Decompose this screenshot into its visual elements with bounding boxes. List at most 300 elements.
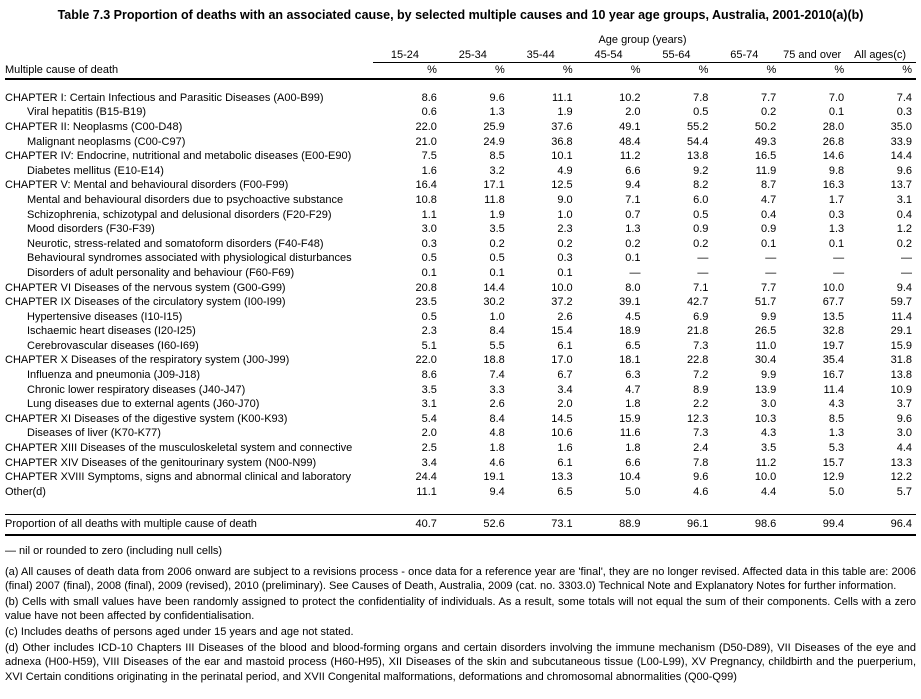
column-header-empty-cell	[5, 48, 373, 63]
cell-value: —	[901, 266, 912, 279]
cell-value: 54.4	[686, 135, 709, 148]
column-header-row	[5, 48, 916, 63]
row-stub-header: Multiple cause of death	[5, 63, 373, 79]
column-header-65-74: 65-74	[712, 48, 780, 63]
row-label: Malignant neoplasms (C00-C97)	[27, 135, 186, 148]
cell-value: 0.9	[693, 223, 709, 236]
cell-value: 2.0	[625, 106, 641, 119]
table-row	[5, 470, 916, 485]
cell-value: 3.0	[760, 398, 777, 411]
cell-value: 0.2	[489, 237, 505, 250]
cell-value: 11.2	[619, 150, 641, 163]
cell-value: 13.3	[890, 456, 912, 469]
cell-value: 29.1	[890, 325, 912, 338]
cell-value: 0.5	[489, 252, 505, 265]
cell-value: 9.8	[828, 164, 845, 177]
table-row	[5, 164, 916, 179]
cell-value: 31.8	[890, 354, 912, 367]
cell-value: 7.3	[693, 427, 709, 440]
cell-value: 9.4	[896, 281, 912, 294]
cell-value: 8.7	[760, 179, 777, 192]
cell-value: 7.4	[489, 369, 505, 382]
cell-value: 3.4	[421, 456, 437, 469]
cell-value: 17.0	[551, 354, 573, 367]
cell-value: 7.4	[896, 91, 912, 104]
table-row	[5, 456, 916, 471]
row-label: Hypertensive diseases (I10-I15)	[27, 310, 183, 323]
cell-value: 3.2	[489, 164, 505, 177]
cell-value: 2.3	[557, 223, 573, 236]
row-label: CHAPTER VI Diseases of the nervous system (G00-G99)	[5, 281, 286, 294]
cell-value: 9.9	[760, 310, 777, 323]
cell-value: 5.4	[421, 412, 437, 425]
cell-value: 6.5	[625, 339, 641, 352]
cell-value: 7.7	[760, 91, 777, 104]
cell-value: 6.1	[557, 456, 573, 469]
cell-value: 12.3	[686, 412, 709, 425]
cell-value: 6.1	[557, 339, 573, 352]
cell-value: 4.8	[489, 427, 505, 440]
cell-value: 25.9	[483, 120, 505, 133]
cell-value: 0.1	[828, 237, 845, 250]
table-row	[5, 397, 916, 412]
cell-value: —	[833, 252, 845, 265]
mortality-table	[5, 33, 916, 536]
cell-value: 5.3	[828, 442, 845, 455]
row-label: Diabetes mellitus (E10-E14)	[27, 164, 164, 177]
cell-value: 1.3	[625, 223, 641, 236]
column-header-15-24: 15-24	[373, 48, 441, 63]
row-label: CHAPTER X Diseases of the respiratory system (J00-J99)	[5, 354, 290, 367]
row-label: CHAPTER XI Diseases of the digestive system (K00-K93)	[5, 412, 288, 425]
cell-value: 16.3	[822, 179, 845, 192]
cell-value: 9.4	[489, 485, 505, 498]
table-row	[5, 237, 916, 252]
table-row	[5, 324, 916, 339]
cell-value: 59.7	[890, 296, 912, 309]
row-label: Behavioural syndromes associated with physiological disturbances	[27, 252, 352, 265]
cell-value: 8.4	[489, 325, 505, 338]
cell-value: 9.6	[896, 164, 912, 177]
table-row	[5, 426, 916, 441]
cell-value: 2.0	[421, 427, 437, 440]
cell-value: 2.3	[421, 325, 437, 338]
cell-value: 24.4	[415, 471, 437, 484]
cell-value: 7.1	[693, 281, 709, 294]
total-cell-value: 96.4	[848, 515, 916, 535]
row-label: Chronic lower respiratory diseases (J40-J47)	[27, 383, 246, 396]
cell-value: 1.0	[489, 310, 505, 323]
row-label: CHAPTER XVIII Symptoms, signs and abnormal clinical and laboratory	[5, 471, 352, 484]
cell-value: 2.4	[693, 442, 709, 455]
cell-value: 7.5	[421, 150, 437, 163]
cell-value: 0.2	[896, 237, 912, 250]
cell-value: 3.1	[421, 398, 437, 411]
cell-value: 7.7	[760, 281, 777, 294]
spacer-row	[5, 499, 916, 515]
cell-value: 4.4	[760, 485, 777, 498]
cell-value: 37.2	[551, 296, 573, 309]
cell-value: 1.9	[557, 106, 573, 119]
cell-value: 17.1	[483, 179, 505, 192]
cell-value: 5.5	[489, 339, 505, 352]
footnote-a: (a) All causes of death data from 2006 onward are subject to a revisions process - once data for a reference year are 'final', they are no longer revised. Affected data in this table are: 2006 (final) 2007 (final), 2008 (final), 2009 (revised), 2010 (preliminary). See Causes of Death, Australia, 2009 (cat. no. 3303.0) Technical Note and Explanatory Notes for further information.	[5, 565, 916, 593]
cell-value: 0.9	[760, 223, 777, 236]
total-cell-value: 52.6	[441, 515, 509, 535]
cell-value: 4.3	[760, 427, 777, 440]
cell-value: 1.8	[625, 398, 641, 411]
column-header-35-44: 35-44	[509, 48, 577, 63]
cell-value: 1.9	[489, 208, 505, 221]
cell-value: 0.3	[896, 106, 912, 119]
cell-value: 39.1	[619, 296, 641, 309]
cell-value: 1.2	[896, 223, 912, 236]
cell-value: 7.8	[693, 456, 709, 469]
cell-value: 2.6	[489, 398, 505, 411]
unit-percent: %	[780, 63, 848, 79]
cell-value: 0.2	[557, 237, 573, 250]
total-cell-value: 96.1	[645, 515, 713, 535]
cell-value: 14.4	[890, 150, 912, 163]
cell-value: 9.6	[896, 412, 912, 425]
cell-value: 0.2	[625, 237, 641, 250]
cell-value: 15.4	[551, 325, 573, 338]
table-row	[5, 310, 916, 325]
cell-value: 7.8	[693, 91, 709, 104]
cell-value: 1.8	[625, 442, 641, 455]
cell-value: 13.5	[822, 310, 845, 323]
cell-value: 3.5	[421, 383, 437, 396]
unit-percent: %	[577, 63, 645, 79]
cell-value: 3.1	[896, 193, 912, 206]
cell-value: 15.9	[890, 339, 912, 352]
cell-value: 8.2	[693, 179, 709, 192]
cell-value: 13.7	[890, 179, 912, 192]
row-label: CHAPTER IX Diseases of the circulatory system (I00-I99)	[5, 296, 286, 309]
cell-value: 18.8	[483, 354, 505, 367]
cell-value: 48.4	[619, 135, 641, 148]
cell-value: 6.7	[557, 369, 573, 382]
row-label: CHAPTER IV: Endocrine, nutritional and metabolic diseases (E00-E90)	[5, 150, 352, 163]
cell-value: 42.7	[686, 296, 709, 309]
cell-value: 1.0	[557, 208, 573, 221]
table-row	[5, 441, 916, 456]
cell-value: 4.6	[693, 485, 709, 498]
cell-value: 1.6	[557, 442, 573, 455]
cell-value: 22.0	[415, 120, 437, 133]
cell-value: 11.1	[416, 485, 437, 498]
table-row	[5, 193, 916, 208]
cell-value: 6.9	[693, 310, 709, 323]
cell-value: 3.7	[896, 398, 912, 411]
total-cell-value: 88.9	[577, 515, 645, 535]
cell-value: 2.2	[693, 398, 709, 411]
table-row	[5, 79, 916, 106]
cell-value: 15.7	[822, 456, 845, 469]
cell-value: 3.0	[896, 427, 912, 440]
row-label: CHAPTER XIV Diseases of the genitourinary system (N00-N99)	[5, 456, 317, 469]
cell-value: 0.6	[421, 106, 437, 119]
unit-percent: %	[509, 63, 577, 79]
footnote-c: (c) Includes deaths of persons aged under 15 years and age not stated.	[5, 625, 354, 638]
cell-value: 32.8	[822, 325, 845, 338]
row-label: CHAPTER XIII Diseases of the musculoskeletal system and connective	[5, 442, 353, 455]
cell-value: 6.5	[557, 485, 573, 498]
row-label: Lung diseases due to external agents (J60-J70)	[27, 398, 260, 411]
cell-value: 6.6	[625, 164, 641, 177]
table-row	[5, 222, 916, 237]
cell-value: 0.2	[760, 106, 777, 119]
cell-value: 0.5	[693, 106, 709, 119]
total-cell-value: 73.1	[509, 515, 577, 535]
cell-value: 8.5	[828, 412, 845, 425]
cell-value: 4.7	[625, 383, 641, 396]
cell-value: 10.2	[619, 91, 641, 104]
table-row	[5, 339, 916, 354]
cell-value: 4.9	[557, 164, 573, 177]
cell-value: 10.8	[415, 193, 437, 206]
cell-value: 0.7	[625, 208, 641, 221]
cell-value: 6.0	[693, 193, 709, 206]
row-label: Ischaemic heart diseases (I20-I25)	[27, 325, 196, 338]
table-row	[5, 208, 916, 223]
cell-value: —	[697, 252, 709, 265]
cell-value: 9.2	[693, 164, 709, 177]
row-label: Cerebrovascular diseases (I60-I69)	[27, 339, 199, 352]
cell-value: 8.5	[489, 150, 505, 163]
cell-value: 8.6	[421, 369, 437, 382]
cell-value: 20.8	[415, 281, 437, 294]
table-row	[5, 105, 916, 120]
cell-value: 30.4	[754, 354, 777, 367]
cell-value: —	[833, 266, 845, 279]
table-row	[5, 266, 916, 281]
cell-value: 1.6	[421, 164, 437, 177]
table-row	[5, 251, 916, 266]
cell-value: 33.9	[890, 135, 912, 148]
cell-value: 4.5	[625, 310, 641, 323]
cell-value: 10.0	[822, 281, 845, 294]
cell-value: 4.6	[489, 456, 505, 469]
table-row	[5, 368, 916, 383]
cell-value: 16.5	[754, 150, 777, 163]
row-label: Influenza and pneumonia (J09-J18)	[27, 369, 201, 382]
cell-value: 9.0	[557, 193, 573, 206]
row-label: CHAPTER I: Certain Infectious and Parasitic Diseases (A00-B99)	[5, 91, 324, 104]
cell-value: 11.9	[755, 164, 777, 177]
cell-value: 0.4	[896, 208, 912, 221]
cell-value: 12.9	[822, 471, 845, 484]
cell-value: 19.1	[483, 471, 505, 484]
cell-value: 18.1	[619, 354, 641, 367]
table-row	[5, 383, 916, 398]
cell-value: 8.0	[625, 281, 641, 294]
cell-value: 1.3	[489, 106, 505, 119]
cell-value: 8.9	[693, 383, 709, 396]
cell-value: 35.0	[890, 120, 912, 133]
cell-value: 23.5	[415, 296, 437, 309]
footnotes	[5, 544, 916, 684]
cell-value: 3.0	[421, 223, 437, 236]
cell-value: 0.4	[760, 208, 777, 221]
cell-value: 26.8	[822, 135, 845, 148]
cell-value: 18.9	[619, 325, 641, 338]
table-row	[5, 295, 916, 310]
cell-value: 19.7	[822, 339, 845, 352]
cell-value: 0.2	[693, 237, 709, 250]
cell-value: 4.3	[828, 398, 845, 411]
cell-value: 10.4	[619, 471, 641, 484]
column-header-25-34: 25-34	[441, 48, 509, 63]
cell-value: 35.4	[822, 354, 845, 367]
total-row-label: Proportion of all deaths with multiple cause of death	[5, 515, 373, 535]
cell-value: 13.3	[551, 471, 573, 484]
cell-value: —	[765, 252, 777, 265]
cell-value: 10.0	[754, 471, 777, 484]
cell-value: 8.4	[489, 412, 505, 425]
cell-value: 11.1	[552, 91, 573, 104]
cell-value: 0.3	[421, 237, 437, 250]
cell-value: 11.4	[891, 310, 912, 323]
unit-percent: %	[848, 63, 916, 79]
footnote-b: (b) Cells with small values have been randomly assigned to protect the confidentiality of individuals. As a result, some totals will not equal the sum of their components. Cells with a zero value have not been affected by confidentialisation.	[5, 595, 916, 623]
cell-value: 11.6	[619, 427, 641, 440]
total-cell-value: 98.6	[712, 515, 780, 535]
cell-value: 9.6	[693, 471, 709, 484]
unit-percent: %	[645, 63, 713, 79]
row-label: Schizophrenia, schizotypal and delusional disorders (F20-F29)	[27, 208, 332, 221]
cell-value: 14.4	[483, 281, 505, 294]
cell-value: 2.5	[421, 442, 437, 455]
cell-value: 26.5	[754, 325, 777, 338]
cell-value: 3.4	[557, 383, 573, 396]
cell-value: 1.3	[828, 427, 845, 440]
cell-value: 7.2	[693, 369, 709, 382]
span-row-empty-cell	[5, 33, 373, 48]
total-cell-value: 99.4	[780, 515, 848, 535]
row-label: Mental and behavioural disorders due to psychoactive substance	[27, 193, 344, 206]
cell-value: 0.1	[489, 266, 505, 279]
cell-value: 0.5	[693, 208, 709, 221]
cell-value: 0.1	[421, 266, 437, 279]
cell-value: 22.8	[686, 354, 709, 367]
cell-value: 11.2	[755, 456, 777, 469]
row-label: Other(d)	[5, 485, 46, 498]
cell-value: 50.2	[754, 120, 777, 133]
cell-value: 15.9	[619, 412, 641, 425]
cell-value: 0.1	[828, 106, 845, 119]
cell-value: 5.0	[625, 485, 641, 498]
column-header-55-64: 55-64	[645, 48, 713, 63]
cell-value: 11.4	[823, 383, 845, 396]
row-label: Disorders of adult personality and behaviour (F60-F69)	[27, 266, 295, 279]
unit-header-row	[5, 63, 916, 79]
cell-value: 5.0	[828, 485, 845, 498]
age-group-span-row	[5, 33, 916, 48]
cell-value: 10.6	[551, 427, 573, 440]
cell-value: 67.7	[822, 296, 845, 309]
cell-value: 28.0	[822, 120, 845, 133]
row-label: Viral hepatitis (B15-B19)	[27, 106, 147, 119]
cell-value: 16.4	[415, 179, 437, 192]
cell-value: 22.0	[415, 354, 437, 367]
cell-value: 4.4	[896, 442, 912, 455]
total-row	[5, 515, 916, 535]
cell-value: 1.8	[489, 442, 505, 455]
cell-value: 7.1	[625, 193, 641, 206]
cell-value: 49.3	[754, 135, 777, 148]
cell-value: 37.6	[551, 120, 573, 133]
cell-value: 0.5	[421, 252, 437, 265]
row-label: CHAPTER II: Neoplasms (C00-D48)	[5, 120, 183, 133]
cell-value: 0.1	[557, 266, 573, 279]
cell-value: 13.8	[890, 369, 912, 382]
cell-value: 13.8	[686, 150, 709, 163]
footnote-d: (d) Other includes ICD-10 Chapters III Diseases of the blood and blood-forming organs and certain disorders involving the immune mechanism (D50-D89), VII Diseases of the eye and adnexa (H00-H59), VIII Diseases of the ear and mastoid process (H60-H95), XII Diseases of the skin and subcutaneous tissue (L00-L99), XV Pregnancy, childbirth and the puerperium, XVI Certain conditions originating in the perinatal period, and XVII Congenital malformations, deformations and chromosomal abnormalities (Q00-Q99)	[5, 641, 916, 683]
row-label: Diseases of liver (K70-K77)	[27, 427, 161, 440]
total-cell-value: 40.7	[373, 515, 441, 535]
cell-value: 0.1	[760, 237, 777, 250]
cell-value: 1.1	[421, 208, 437, 221]
cell-value: 10.1	[551, 150, 573, 163]
cell-value: 2.0	[557, 398, 573, 411]
cell-value: 30.2	[483, 296, 505, 309]
unit-percent: %	[712, 63, 780, 79]
cell-value: 10.0	[551, 281, 573, 294]
page-title: Table 7.3 Proportion of deaths with an associated cause, by selected multiple causes and 10 year age groups, Australia, 2001-2010(a)(b)	[57, 8, 864, 22]
cell-value: 5.7	[896, 485, 912, 498]
cell-value: 10.9	[890, 383, 912, 396]
cell-value: 6.3	[625, 369, 641, 382]
cell-value: 14.6	[822, 150, 845, 163]
unit-percent: %	[441, 63, 509, 79]
cell-value: 9.9	[760, 369, 777, 382]
cell-value: 9.6	[489, 91, 505, 104]
cell-value: 11.8	[484, 193, 505, 206]
cell-value: 11.0	[755, 339, 777, 352]
unit-percent: %	[373, 63, 441, 79]
cell-value: 14.5	[551, 412, 573, 425]
cell-value: 10.3	[754, 412, 777, 425]
row-label: Neurotic, stress-related and somatoform disorders (F40-F48)	[27, 237, 324, 250]
table-row	[5, 178, 916, 193]
cell-value: 49.1	[619, 120, 641, 133]
column-header-45-54: 45-54	[577, 48, 645, 63]
cell-value: 21.8	[686, 325, 709, 338]
cell-value: 2.6	[557, 310, 573, 323]
cell-value: 0.3	[557, 252, 573, 265]
cell-value: 12.2	[890, 471, 912, 484]
cell-value: 9.4	[625, 179, 641, 192]
cell-value: 7.0	[828, 91, 845, 104]
cell-value: 13.9	[754, 383, 777, 396]
cell-value: —	[629, 266, 641, 279]
cell-value: 1.7	[828, 193, 845, 206]
cell-value: 1.3	[828, 223, 845, 236]
cell-value: 21.0	[415, 135, 437, 148]
cell-value: —	[901, 252, 912, 265]
cell-value: 0.5	[421, 310, 437, 323]
row-label: Mood disorders (F30-F39)	[27, 223, 155, 236]
cell-value: 36.8	[551, 135, 573, 148]
cell-value: —	[765, 266, 777, 279]
cell-value: 7.3	[693, 339, 709, 352]
cell-value: 6.6	[625, 456, 641, 469]
table-row	[5, 281, 916, 296]
cell-value: —	[697, 266, 709, 279]
cell-value: 3.5	[489, 223, 505, 236]
cell-value: 4.7	[760, 193, 777, 206]
